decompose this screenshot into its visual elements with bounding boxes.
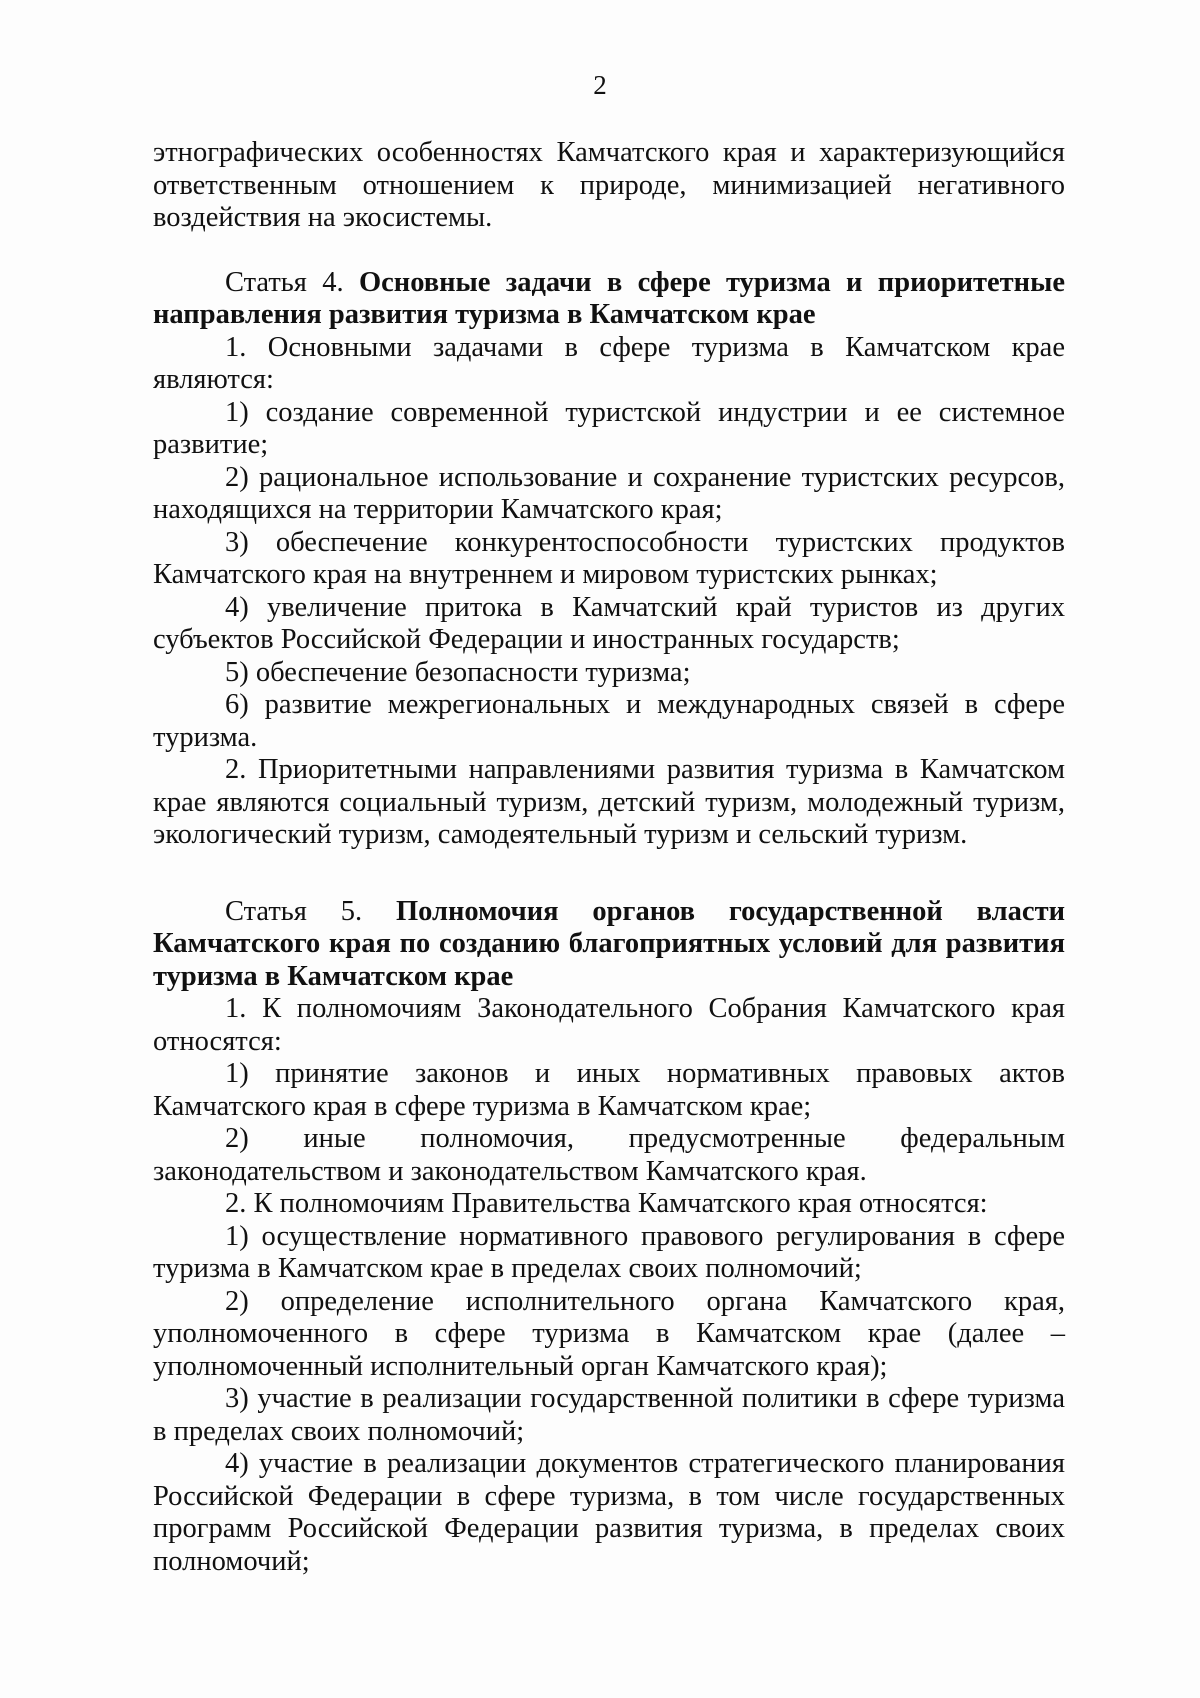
article-4-paragraph-2: 2. Приоритетными направлениями развития туризма в Камчатском крае являются социальный туризм, детский туризм, молодежный туризм, экологический туризм, самодеятельный туризм и сельский туризм. — [153, 754, 1065, 850]
article-5-title: Полномочия органов государственной власти Камчатского края по созданию благоприятных условий для развития туризма в Камчатском крае — [153, 895, 1065, 992]
article-5-p2-item-4: 4) участие в реализации документов стратегического планирования Российской Федерации в сфере туризма, в том числе государственных программ Российской Федерации развития туризма, в пределах своих полномочий; — [153, 1448, 1065, 1577]
article-4-item-5: 5) обеспечение безопасности туризма; — [225, 656, 691, 688]
article-5-p1-item-2: 2) иные полномочия, предусмотренные федеральным законодательством и законодательством Камчатского края. — [153, 1123, 1065, 1187]
article-4-item-1: 1) создание современной туристской индустрии и ее системное развитие; — [153, 396, 1065, 460]
article-4-item-3: 3) обеспечение конкурентоспособности туристских продуктов Камчатского края на внутреннем и мировом туристских рынках; — [153, 526, 1065, 590]
article-5-p2-item-3: 3) участие в реализации государственной политики в сфере туризма в пределах своих полномочий; — [153, 1383, 1065, 1447]
article-5-p2-item-2: 2) определение исполнительного органа Камчатского края, уполномоченного в сфере туризма в Камчатском крае (далее – уполномоченный исполнительный орган Камчатского края); — [153, 1285, 1065, 1382]
article-5-p1-item-1: 1) принятие законов и иных нормативных правовых актов Камчатского края в сфере туризма в Камчатском крае; — [153, 1058, 1065, 1122]
article-4-heading — [153, 267, 1065, 332]
article-5-paragraph-2: 2. К полномочиям Правительства Камчатского края относятся: — [225, 1188, 988, 1219]
article-5-p2-item-1: 1) осуществление нормативного правового регулирования в сфере туризма в Камчатском крае в пределах своих полномочий; — [153, 1220, 1065, 1284]
intro-continuation: этнографических особенностях Камчатского края и характеризующийся ответственным отношением к природе, минимизацией негативного воздействия на экосистемы. — [153, 137, 1065, 233]
article-5-heading — [153, 896, 1065, 994]
article-4-item-4: 4) увеличение притока в Камчатский край туристов из других субъектов Российской Федерации и иностранных государств; — [153, 591, 1065, 655]
article-4-prefix: Статья 4. — [225, 266, 344, 298]
document-body — [153, 137, 1065, 1578]
article-5-paragraph-1: 1. К полномочиям Законодательного Собрания Камчатского края относятся: — [153, 993, 1065, 1057]
article-4-title: Основные задачи в сфере туризма и приоритетные направления развития туризма в Камчатском крае — [153, 266, 1065, 330]
page-number: 2 — [593, 70, 607, 100]
article-5-prefix: Статья 5. — [225, 895, 363, 927]
article-4-item-2: 2) рациональное использование и сохранение туристских ресурсов, находящихся на территории Камчатского края; — [153, 461, 1065, 525]
article-4-item-6: 6) развитие межрегиональных и международных связей в сфере туризма. — [153, 689, 1065, 753]
article-4-paragraph-1: 1. Основными задачами в сфере туризма в Камчатском крае являются: — [153, 331, 1065, 395]
